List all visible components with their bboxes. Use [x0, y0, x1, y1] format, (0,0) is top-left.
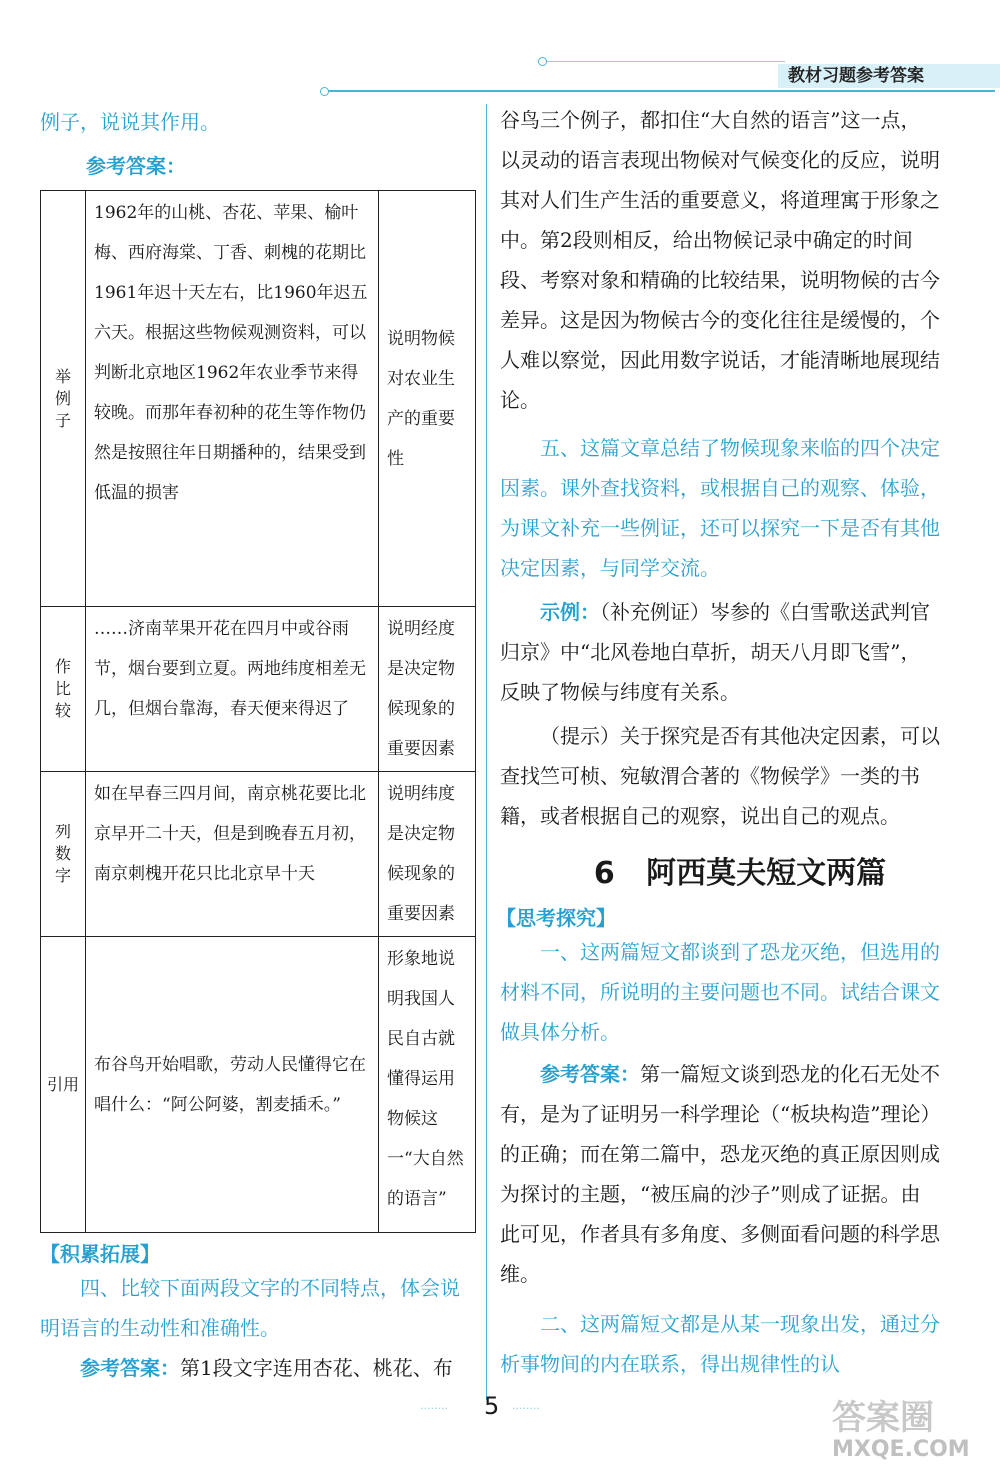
- table-row: [41, 937, 476, 1233]
- footer-ornament: ········: [420, 1402, 448, 1415]
- answer-table: [40, 190, 476, 1233]
- question-4: 四、比较下面两段文字的不同特点，体会说明语言的生动性和准确性。: [40, 1276, 460, 1340]
- header-dot-icon: [320, 87, 329, 96]
- header-dot-icon: [538, 57, 547, 66]
- intro-text: 例子，说说其作用。: [40, 110, 220, 134]
- question-1-answer: 参考答案：第一篇短文谈到恐龙的化石无处不有，是为了证明另一科学理论（“板块构造”理论）的正确；而在第二篇中，恐龙灭绝的真正原因则成为探讨的主题，“被压扁的沙子”则成了证据。由此可见，作者具有多角度、多侧面看问题的科学思维。: [500, 1062, 940, 1286]
- effect-cell: 说明物候对农业生产的重要性: [379, 191, 476, 607]
- content-cell: 布谷鸟开始唱歌，劳动人民懂得它在唱什么：“阿公阿婆，割麦插禾。”: [86, 937, 379, 1233]
- content-cell: ……济南苹果开花在四月中或谷雨节，烟台要到立夏。两地纬度相差无几，但烟台靠海，春天便来得迟了: [86, 607, 379, 772]
- paragraph-continued: 谷鸟三个例子，都扣住“大自然的语言”这一点，以灵动的语言表现出物候对气候变化的反应，说明其对人们生产生活的重要意义，将道理寓于形象之中。第2段则相反，给出物候记录中确定的时间段、考察对象和精确的比较结果，说明物候的古今差异。这是因为物候古今的变化往往是缓慢的，个人难以察觉，因此用数字说话，才能清晰地展现结论。: [500, 108, 940, 412]
- section-heading-accumulate: 【积累拓展】: [40, 1242, 160, 1266]
- effect-cell: 说明纬度是决定物候现象的重要因素: [379, 772, 476, 937]
- page-number: 5: [484, 1392, 500, 1420]
- effect-cell: 说明经度是决定物候现象的重要因素: [379, 607, 476, 772]
- answer-label: 参考答案：: [540, 1062, 640, 1086]
- method-cell: 作比较: [41, 607, 86, 772]
- example-label: 示例：: [540, 600, 600, 624]
- table-row: [41, 772, 476, 937]
- content-cell: 1962年的山桃、杏花、苹果、榆叶梅、西府海棠、丁香、刺槐的花期比1961年迟十天左右，比1960年迟五六天。根据这些物候观测资料，可以判断北京地区1962年农业季节来得较晚。而那年春初种的花生等作物仍然是按照往年日期播种的，结果受到低温的损害: [86, 191, 379, 607]
- effect-cell: 形象地说明我国人民自古就懂得运用物候这一“大自然的语言”: [379, 937, 476, 1233]
- example-paragraph: 示例：（补充例证）岑参的《白雪歌送武判官归京》中“北风卷地白草折，胡天八月即飞雪”，反映了物候与纬度有关系。: [500, 600, 930, 704]
- answer-label: 参考答案：: [80, 1356, 180, 1380]
- footer-ornament: ········: [512, 1402, 540, 1415]
- method-cell: 列数字: [41, 772, 86, 937]
- header-rule: [325, 90, 995, 92]
- method-cell: 举例子: [41, 191, 86, 607]
- question-2: 二、这两篇短文都是从某一现象出发，通过分析事物间的内在联系，得出规律性的认: [500, 1312, 940, 1376]
- header-top-rule: [545, 61, 785, 62]
- table-row: [41, 191, 476, 607]
- table-row: [41, 607, 476, 772]
- section-heading-think: 【思考探究】: [496, 906, 616, 930]
- answer-label: 参考答案：: [86, 154, 186, 178]
- hint-paragraph: （提示）关于探究是否有其他决定因素，可以查找竺可桢、宛敏渭合著的《物候学》一类的书籍，或者根据自己的观察，说出自己的观点。: [500, 724, 940, 828]
- method-cell: 引用: [41, 937, 86, 1233]
- watermark: 答案圈 MXQE.COM: [832, 1398, 970, 1462]
- question-5: 五、这篇文章总结了物候现象来临的四个决定因素。课外查找资料，或根据自己的观察、体验，为课文补充一些例证，还可以探究一下是否有其他决定因素，与同学交流。: [500, 436, 940, 580]
- header-label: 教材习题参考答案: [778, 64, 1000, 88]
- column-divider: [486, 104, 487, 1400]
- content-cell: 如在早春三四月间，南京桃花要比北京早开二十天，但是到晚春五月初，南京刺槐开花只比北京早十天: [86, 772, 379, 937]
- question-1: 一、这两篇短文都谈到了恐龙灭绝，但选用的材料不同，所说明的主要问题也不同。试结合课文做具体分析。: [500, 940, 940, 1044]
- lesson-title: 6 阿西莫夫短文两篇: [593, 856, 887, 891]
- question-4-answer: 参考答案：第1段文字连用杏花、桃花、布: [80, 1356, 453, 1380]
